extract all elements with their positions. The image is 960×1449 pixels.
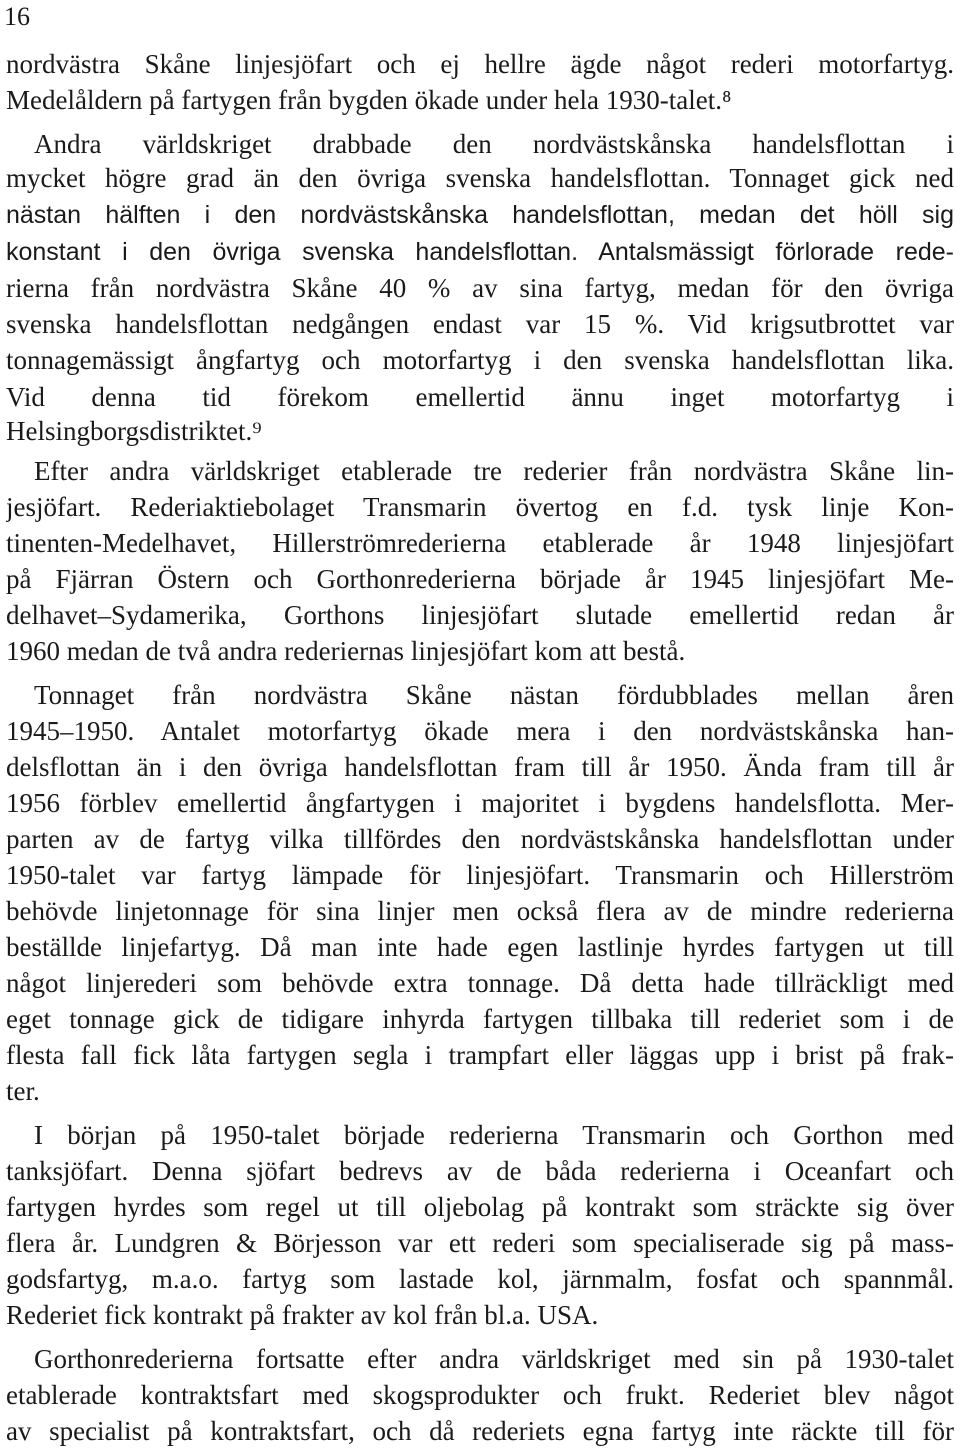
text-line: godsfartyg, m.a.o. fartyg som lastade kol, järnmalm, fosfat och spannmål. xyxy=(6,1264,954,1294)
text-line: nästan hälften i den nordvästskånska handelsflottan, medan det höll sig xyxy=(6,201,954,229)
text-line: Tonnaget från nordvästra Skåne nästan fördubblades mellan åren xyxy=(34,680,954,710)
text-line: I början på 1950-talet började rederierna Transmarin och Gorthon med xyxy=(34,1120,954,1150)
page-number: 16 xyxy=(4,2,30,31)
text-line: svenska handelsflottan nedgången endast var 15 %. Vid krigsutbrottet var xyxy=(6,309,954,339)
text-line: etablerade kontraktsfart med skogsprodukter och frukt. Rederiet blev något xyxy=(6,1380,954,1410)
text-line: nordvästra Skåne linjesjöfart och ej hellre ägde något rederi motorfartyg. xyxy=(6,49,954,79)
text-line: tonnagemässigt ångfartyg och motorfartyg i den svenska handelsflottan lika. xyxy=(6,345,954,375)
text-line: tinenten-Medelhavet, Hillerströmrederierna etablerade år 1948 linjesjöfart xyxy=(6,528,954,558)
text-line: 1950-talet var fartyg lämpade för linjesjöfart. Transmarin och Hillerström xyxy=(6,860,954,890)
text-line: tanksjöfart. Denna sjöfart bedrevs av de båda rederierna i Oceanfart och xyxy=(6,1156,954,1186)
text-line: mycket högre grad än den övriga svenska handelsflottan. Tonnaget gick ned xyxy=(6,163,954,193)
text-line: Andra världskriget drabbade den nordvästskånska handelsflottan i xyxy=(34,129,954,159)
text-line: rierna från nordvästra Skåne 40 % av sina fartyg, medan för den övriga xyxy=(6,273,954,303)
text-line: flesta fall fick låta fartygen segla i trampfart eller läggas upp i brist på frak- xyxy=(6,1040,954,1070)
text-line: Efter andra världskriget etablerade tre rederier från nordvästra Skåne lin- xyxy=(34,456,954,486)
text-line: jesjöfart. Rederiaktiebolaget Transmarin övertog en f.d. tysk linje Kon- xyxy=(6,492,954,522)
text-line: 1945–1950. Antalet motorfartyg ökade mera i den nordvästskånska han- xyxy=(6,716,954,746)
text-line: Rederiet fick kontrakt på frakter av kol från bl.a. USA. xyxy=(6,1300,599,1330)
text-line: fartygen hyrdes som regel ut till oljebolag på kontrakt som sträckte sig över xyxy=(6,1192,954,1222)
text-line: ter. xyxy=(6,1076,40,1106)
text-line: på Fjärran Östern och Gorthonrederierna började år 1945 linjesjöfart Me- xyxy=(6,564,954,594)
text-line: delhavet–Sydamerika, Gorthons linjesjöfart slutade emellertid redan år xyxy=(6,600,954,630)
text-line: 1956 förblev emellertid ångfartygen i majoritet i bygdens handelsflotta. Mer- xyxy=(6,788,954,818)
text-line: behövde linjetonnage för sina linjer men också flera av de mindre rederierna xyxy=(6,896,954,926)
text-line: av specialist på kontraktsfart, och då rederiets egna fartyg inte räckte till för xyxy=(6,1416,954,1446)
text-line: Vid denna tid förekom emellertid ännu inget motorfartyg i xyxy=(6,382,954,412)
text-line: Medelåldern på fartygen från bygden ökade under hela 1930-talet.⁸ xyxy=(6,85,732,115)
text-line: delsflottan än i den övriga handelsflottan fram till år 1950. Ända fram till år xyxy=(6,752,954,782)
text-line: något linjerederi som behövde extra tonnage. Då detta hade tillräckligt med xyxy=(6,968,954,998)
text-line: konstant i den övriga svenska handelsflottan. Antalsmässigt förlorade rede- xyxy=(6,238,954,266)
text-line: flera år. Lundgren & Börjesson var ett rederi som specialiserade sig på mass- xyxy=(6,1228,954,1258)
text-line: 1960 medan de två andra rederiernas linjesjöfart kom att bestå. xyxy=(6,636,686,666)
text-line: eget tonnage gick de tidigare inhyrda fartygen tillbaka till rederiet som i de xyxy=(6,1004,954,1034)
text-line: beställde linjefartyg. Då man inte hade egen lastlinje hyrdes fartygen ut till xyxy=(6,932,954,962)
text-line: Gorthonrederierna fortsatte efter andra världskriget med sin på 1930-talet xyxy=(34,1344,954,1374)
text-line: parten av de fartyg vilka tillfördes den nordvästskånska handelsflottan under xyxy=(6,824,954,854)
text-line: Helsingborgsdistriktet.⁹ xyxy=(6,416,262,446)
